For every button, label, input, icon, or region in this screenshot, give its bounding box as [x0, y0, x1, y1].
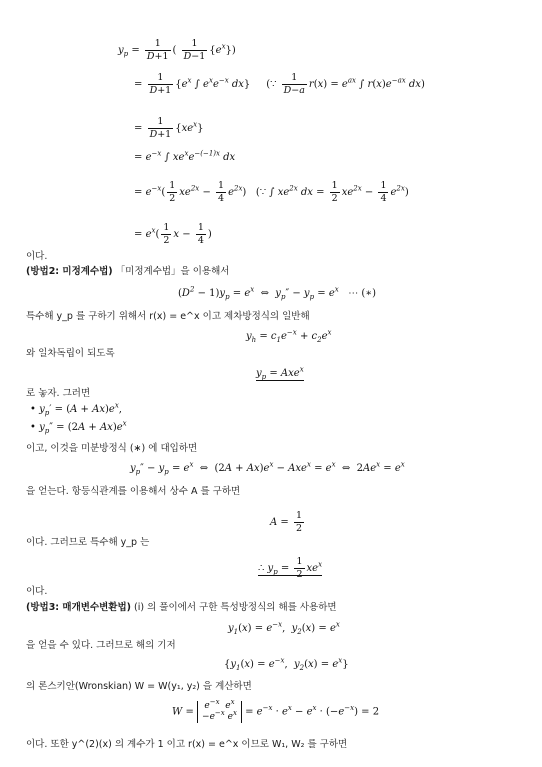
derivation-line-3: = $\frac{1}{D+1}$ $\{xe^x\}$ [134, 116, 204, 140]
equation-star: $(D^2 - 1)y_p = e^x$ ⇔ $y_p'' - y_p = e^x$ ⋯ (∗) [178, 285, 377, 301]
method2-label: (방법2: 미정계수법) [26, 266, 113, 277]
derivation-line-4: = $e^{-x}$ ∫ $xe^xe^{-(-1)x}$ dx [134, 149, 236, 163]
method3-label: (방법3: 매개변수변환법) [26, 602, 131, 613]
bullet-second-derivative: • $y_p'' = (2A + Ax)e^x$ [30, 419, 127, 435]
text-line: 로 놓자. 그러면 [26, 388, 91, 399]
derivation-line-2: = $\frac{1}{D+1}$ {$e^x$ ∫ $e^xe^{-x}$ dx} (∵ $\frac{1}{D-a}$ $r(x) = e^{ax}$ ∫ $r(x)e^{-ax}$ dx) [134, 72, 425, 96]
wronskian-equation: $W = e^{-x}$ $e^x$ $-e^{-x}$ $e^x = e^{-x} \cdot e^x - e^x \cdot (-e^{-x}) = 2$ [172, 698, 380, 722]
method3-text: (i) 의 풀이에서 구한 특성방정식의 해를 사용하면 [134, 602, 337, 613]
derivation-line-6: = $e^x$( $\frac{1}{2}$ x − $\frac{1}{4}$ ) [134, 222, 212, 246]
constant-A-value: A = $\frac{1}{2}$ [270, 510, 303, 534]
bullet-first-derivative: • $y_p' = (A + Ax)e^x$, [30, 401, 122, 417]
text-line: 의 론스키안(Wronskian) W = W(y₁, y₂) 을 계산하면 [26, 681, 252, 692]
text-line: 이고, 이것을 미분방정식 (∗) 에 대입하면 [26, 443, 198, 454]
substitution-equation: $y_p'' - y_p = e^x$ ⇔ $(2A + Ax)e^x - Axe^x = e^x$ ⇔ $2Ae^x = e^x$ [130, 460, 405, 476]
text-line: 이다. [26, 586, 48, 597]
particular-solution-assumption: $y_p = Axe^x$ [256, 365, 304, 381]
method2-heading [26, 264, 229, 280]
text-line: 이다. 또한 y^(2)(x) 의 계수가 1 이고 r(x) = e^x 이므로 W₁, W₂ 를 구하면 [26, 739, 348, 750]
text-line: 와 일차독립이 되도록 [26, 348, 115, 359]
text-line: 을 얻는다. 항등식관계를 이용해서 상수 A 를 구하면 [26, 486, 241, 497]
method2-text: 「미정계수법」을 이용해서 [115, 266, 230, 277]
particular-solution-final: ∴ $y_p$ = $\frac{1}{2}$ $xe^x$ [258, 556, 323, 580]
derivation-line-5: = $e^{-x}$( $\frac{1}{2}$ $xe^{2x}$ − $\frac{1}{4}$ $e^{2x}$) (∵ ∫ $xe^{2x}$ dx = $\frac{1}{2}$ $xe^{2x}$ − $\frac{1}{4}$ $e^{2x}$) [134, 180, 409, 204]
text-line: 특수해 y_p 를 구하기 위해서 r(x) = e^x 이고 제차방정식의 일반해 [26, 311, 310, 322]
text-line: 을 얻을 수 있다. 그러므로 해의 기저 [26, 640, 176, 651]
homogeneous-solution: $y_h = c_1e^{-x} + c_2e^x$ [246, 328, 332, 344]
text-line: 이다. [26, 251, 48, 262]
characteristic-solutions: $y_1(x) = e^{-x}$, $y_2(x) = e^x$ [228, 620, 340, 636]
solution-basis: {$y_1(x) = e^{-x}$, $y_2(x) = e^x$} [224, 656, 349, 672]
derivation-line-1: $y_p$ = $\frac{1}{D+1}$ ( $\frac{1}{D-1}$ $\{e^x\}$) [118, 38, 236, 62]
method3-heading [26, 600, 337, 616]
text-line: 이다. 그러므로 특수해 y_p 는 [26, 537, 150, 548]
